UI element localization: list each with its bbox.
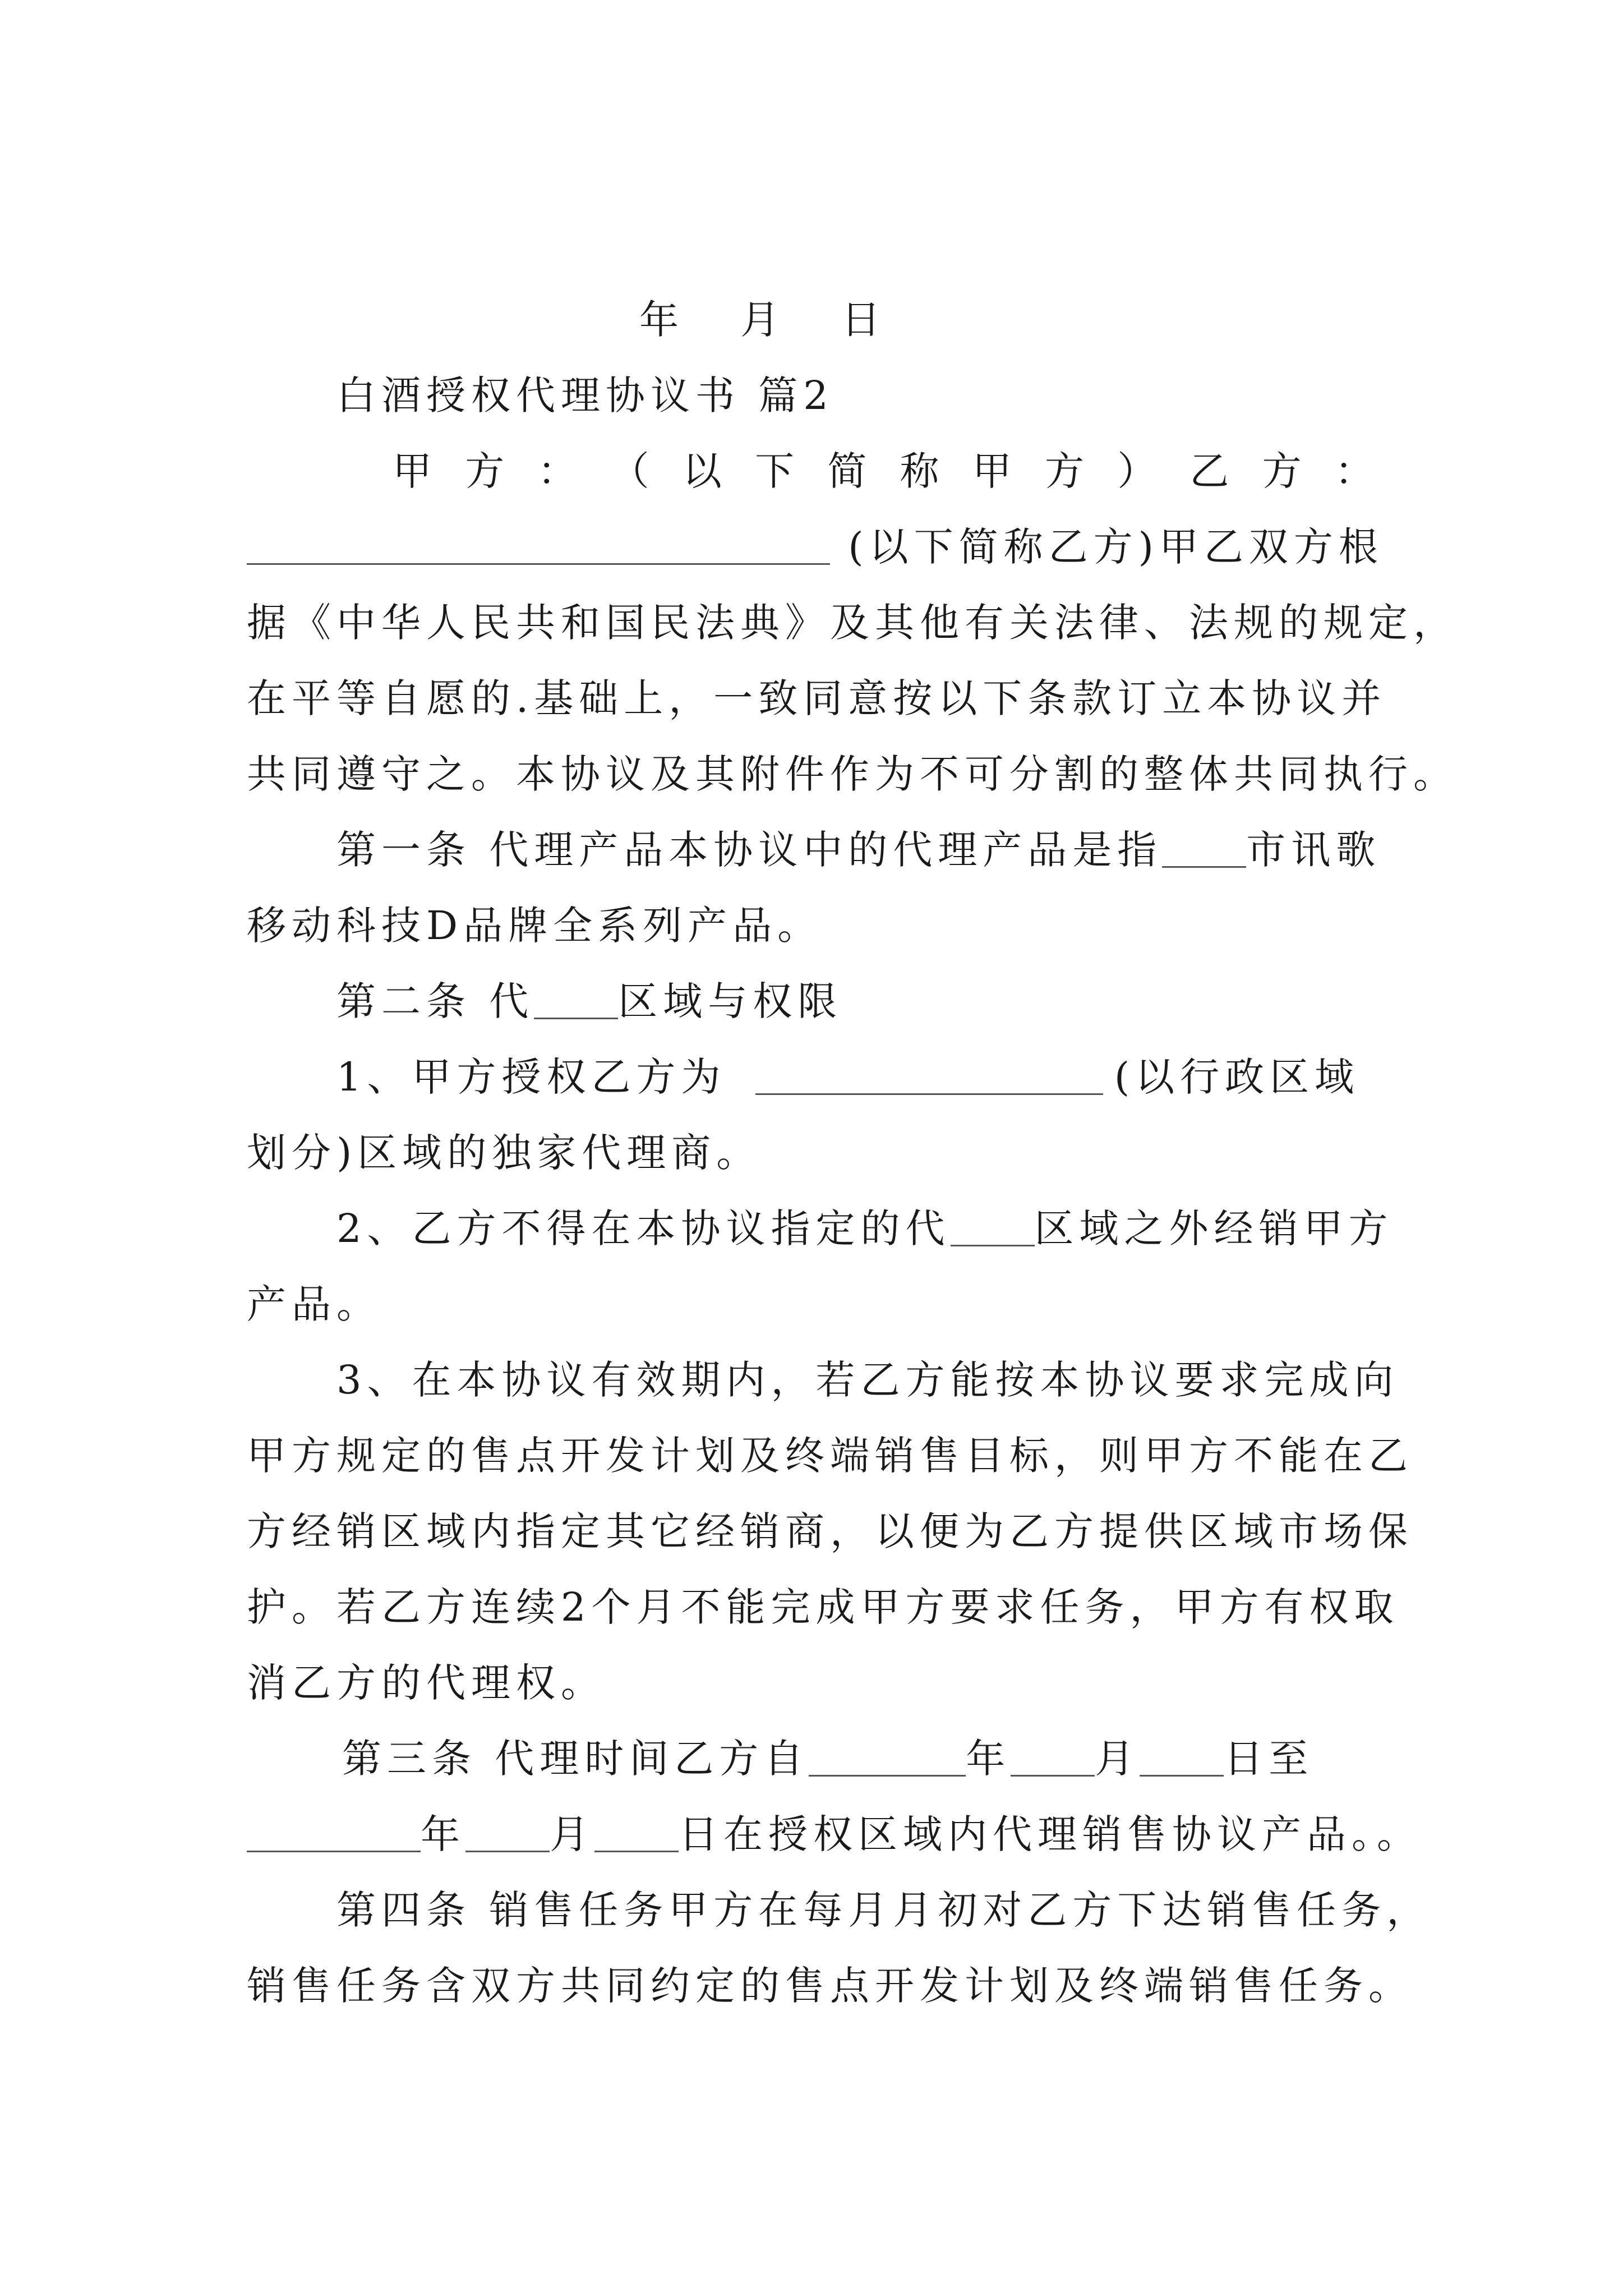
blank-underline	[951, 1205, 1035, 1246]
text-run: 2、乙方不得在本协议指定的代	[336, 1205, 951, 1251]
paragraph-line: 在平等自愿的.基础上，一致同意按以下条款订立本协议并	[247, 675, 1387, 721]
paragraph-line: 划分)区域的独家代理商。	[247, 1130, 762, 1176]
article-1-line	[336, 822, 1385, 878]
paragraph-line: 销售任务含双方共同约定的售点开发计划及终端销售任务。	[247, 1963, 1413, 2009]
blank-underline	[809, 1736, 966, 1777]
text-run: 年	[421, 1811, 465, 1857]
paragraph-line: 产品。	[247, 1281, 381, 1327]
text-run: 第一条 代理产品本协议中的代理产品是指	[336, 827, 1163, 873]
parties-char: ：	[537, 448, 583, 494]
parties-char: 简	[827, 448, 873, 494]
paragraph-line: 共同遵守之。本协议及其附件作为不可分割的整体共同执行。	[247, 751, 1458, 797]
parties-char: 方	[465, 448, 510, 494]
text-run: (以行政区域	[1114, 1054, 1360, 1100]
paragraph-line: 第四条 销售任务甲方在每月月初对乙方下达销售任务，	[336, 1887, 1432, 1933]
article-3-line	[342, 1731, 1385, 1787]
blank-underline	[1162, 827, 1246, 868]
parties-char: ）	[1117, 448, 1163, 494]
blank-underline	[1011, 1736, 1095, 1777]
clause-2-1-line	[336, 1049, 1385, 1105]
text-run: 市讯歌	[1246, 827, 1381, 873]
text-run: 区域之外经销甲方	[1034, 1205, 1394, 1251]
text-run: 第二条 代	[336, 978, 534, 1024]
text-run: 月	[550, 1811, 594, 1857]
paragraph-line	[247, 519, 1385, 575]
parties-line	[393, 443, 1380, 499]
parties-char: 方	[1262, 448, 1307, 494]
paragraph-line: 护。若乙方连续2个月不能完成甲方要求任务，甲方有权取	[247, 1584, 1399, 1630]
paragraph-line: 3、在本协议有效期内，若乙方能按本协议要求完成向	[336, 1357, 1399, 1403]
text-run: 月	[1095, 1736, 1140, 1782]
parties-char: 甲	[393, 448, 437, 494]
paragraph-line: 甲方规定的售点开发计划及终端销售目标，则甲方不能在乙	[247, 1433, 1413, 1479]
text-run: 区域与权限	[618, 978, 843, 1024]
parties-char: 以	[682, 448, 727, 494]
blank-underline	[247, 524, 830, 565]
text-run: 日在授权区域内代理销售协议产品。。	[679, 1811, 1422, 1857]
date-line	[639, 292, 1623, 348]
clause-2-2-line	[336, 1200, 1394, 1257]
article-3-line-2	[247, 1806, 1422, 1862]
month-label: 月	[740, 297, 780, 343]
blank-underline	[594, 1811, 679, 1852]
parties-char: 称	[900, 448, 945, 494]
article-2-title	[336, 973, 1475, 1029]
paragraph-line: 据《中华人民共和国民法典》及其他有关法律、法规的规定，	[247, 600, 1458, 646]
blank-underline	[247, 1811, 421, 1852]
parties-char: 下	[755, 448, 800, 494]
parties-char: ：	[1334, 448, 1380, 494]
paragraph-line: 消乙方的代理权。	[247, 1660, 606, 1706]
parties-char: 乙	[1189, 448, 1235, 494]
text-run: 年	[966, 1736, 1011, 1782]
blank-underline	[465, 1811, 550, 1852]
text-run: 1、甲方授权乙方为	[336, 1054, 726, 1100]
paragraph-line: 方经销区域内指定其它经销商，以便为乙方提供区域市场保	[247, 1508, 1413, 1554]
blank-underline	[755, 1054, 1103, 1095]
blank-underline	[534, 978, 618, 1019]
blank-underline	[1140, 1736, 1224, 1777]
text-run: 第三条 代理时间乙方自	[342, 1736, 809, 1782]
day-label: 日	[841, 297, 880, 343]
parties-char: （	[610, 448, 655, 494]
parties-char: 方	[1044, 448, 1090, 494]
text-run: (以下简称乙方)甲乙双方根	[848, 524, 1384, 570]
year-label: 年	[639, 297, 679, 343]
section-title: 白酒授权代理协议书 篇2	[336, 372, 834, 418]
paragraph-line: 移动科技D品牌全系列产品。	[247, 903, 823, 949]
text-run: 日至	[1224, 1736, 1314, 1782]
parties-char: 甲	[972, 448, 1017, 494]
